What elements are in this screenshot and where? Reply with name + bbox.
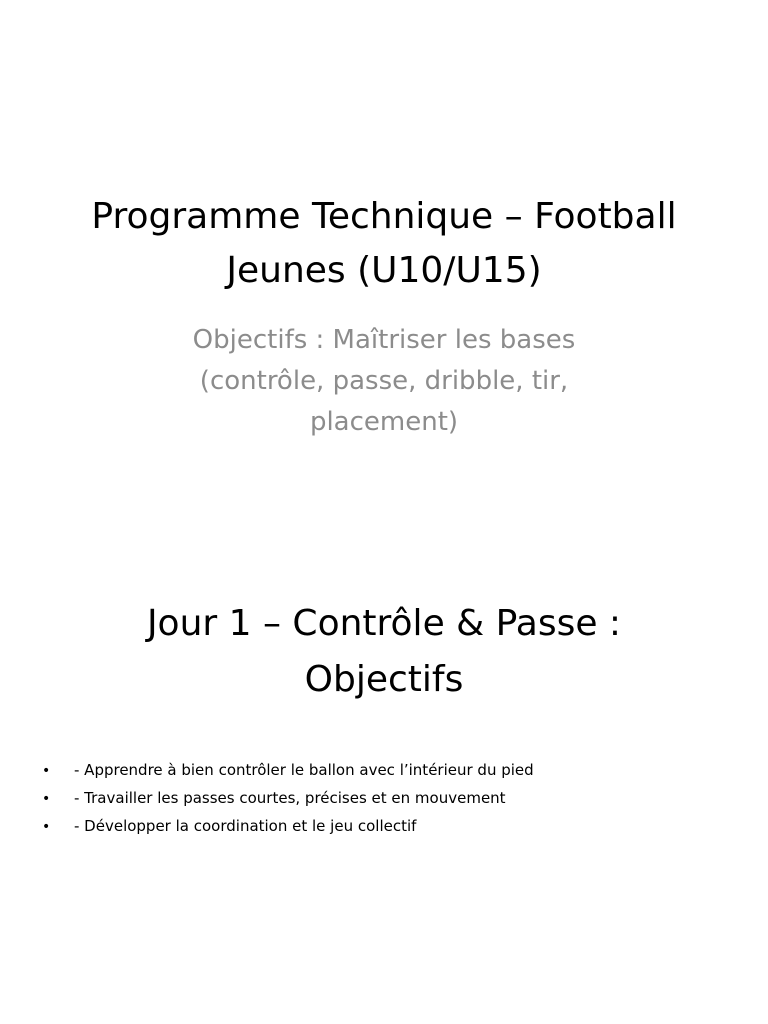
- main-title-line-1: Programme Technique – Football: [91, 196, 677, 237]
- bullet-icon: •: [42, 791, 51, 807]
- main-title-line-2: Jeunes (U10/U15): [226, 250, 542, 291]
- bullet-icon: •: [42, 763, 51, 779]
- objectives-list: [42, 757, 742, 841]
- section-title: [40, 596, 728, 708]
- title-section: [40, 190, 728, 443]
- section-title-line-2: Objectifs: [304, 659, 464, 700]
- subtitle-line-1: Objectifs : Maîtriser les bases: [192, 325, 576, 355]
- bullet-icon: •: [42, 819, 51, 835]
- list-item: [42, 813, 742, 841]
- subtitle-line-3: placement): [309, 407, 459, 437]
- list-item: [42, 757, 742, 785]
- list-item-text: - Développer la coordination et le jeu collectif: [74, 817, 417, 835]
- subtitle: [100, 320, 668, 443]
- section-title-line-1: Jour 1 – Contrôle & Passe :: [146, 603, 622, 644]
- subtitle-line-2: (contrôle, passe, dribble, tir,: [199, 366, 569, 396]
- list-item-text: - Travailler les passes courtes, précises et en mouvement: [74, 789, 506, 807]
- list-item: [42, 785, 742, 813]
- main-title: [40, 190, 728, 298]
- list-item-text: - Apprendre à bien contrôler le ballon avec l’intérieur du pied: [74, 761, 534, 779]
